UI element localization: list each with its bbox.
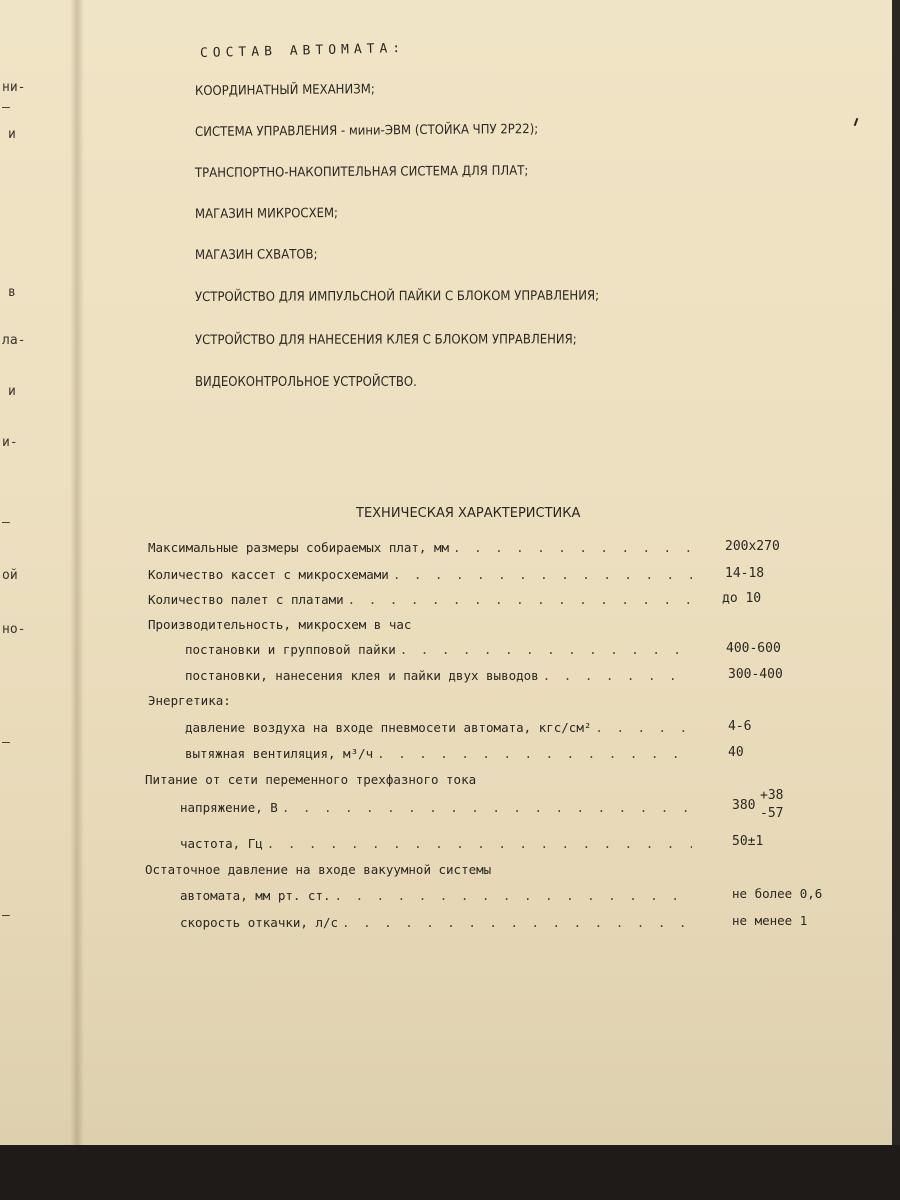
spec-label: напряжение, В — [180, 800, 278, 815]
voltage-tolerance-minus: -57 — [760, 806, 784, 821]
composition-item: УСТРОЙСТВО ДЛЯ ИМПУЛЬСНОЙ ПАЙКИ С БЛОКОМ УПРАВЛЕНИЯ; — [194, 288, 600, 305]
spec-label: постановки и групповой пайки — [185, 642, 396, 657]
leader-dots — [342, 915, 692, 930]
spec-row-board-size — [148, 540, 696, 555]
leader-dots — [335, 888, 692, 903]
spec-value-ventilation: 40 — [728, 745, 744, 760]
leader-dots — [453, 540, 692, 555]
spec-value-pump-speed: не менее 1 — [732, 913, 808, 928]
leader-dots — [543, 668, 692, 683]
leader-dots — [377, 746, 692, 761]
prev-page-fragment: ла- — [2, 333, 26, 348]
background-surface — [0, 1145, 900, 1200]
leader-dots — [282, 800, 692, 815]
spec-label: Количество кассет с микросхемами — [148, 567, 389, 582]
specs-title: ТЕХНИЧЕСКАЯ ХАРАКТЕРИСТИКА — [356, 506, 581, 521]
spec-row-pallets — [148, 592, 696, 607]
spec-value-cassettes: 14-18 — [725, 566, 765, 581]
ink-mark — [854, 118, 859, 126]
spec-value-vacuum-pressure: не более 0,6 — [732, 886, 823, 901]
prev-page-fragment: и- — [2, 435, 18, 450]
spec-label: давление воздуха на входе пневмосети автомата, кгс/см² — [185, 720, 592, 735]
prev-page-fragment: ой — [2, 568, 18, 583]
spec-row-voltage — [180, 800, 696, 815]
leader-dots — [348, 592, 692, 607]
composition-item: МАГАЗИН СХВАТОВ; — [194, 247, 318, 263]
spec-value-pallets: до 10 — [722, 591, 762, 606]
prev-page-fragment: – — [2, 100, 10, 115]
prev-page-fragment: – — [2, 908, 10, 923]
spec-label: Максимальные размеры собираемых плат, мм — [148, 540, 450, 555]
spec-label: постановки, нанесения клея и пайки двух выводов — [185, 668, 539, 683]
prev-page-fragment: и — [8, 384, 16, 399]
composition-item: МАГАЗИН МИКРОСХЕМ; — [194, 206, 339, 222]
spec-label: вытяжная вентиляция, м³/ч — [185, 746, 374, 761]
prev-page-fragment: и — [8, 127, 16, 142]
spec-row-pump-speed — [180, 915, 696, 930]
spec-group-energy: Энергетика: — [148, 693, 231, 708]
prev-page-fragment: ни- — [2, 80, 26, 95]
prev-page-fragment: – — [2, 515, 10, 530]
spec-row-glue-soldering — [185, 668, 696, 683]
spec-label: скорость откачки, л/с — [180, 915, 339, 930]
composition-item: ВИДЕОКОНТРОЛЬНОЕ УСТРОЙСТВО. — [195, 375, 417, 390]
spec-group-productivity: Производительность, микросхем в час — [148, 617, 412, 632]
leader-dots — [400, 642, 692, 657]
composition-item: КООРДИНАТНЫЙ МЕХАНИЗМ; — [194, 82, 375, 99]
leader-dots — [267, 836, 692, 851]
leader-dots — [393, 567, 692, 582]
voltage-tolerance-plus: +38 — [760, 788, 784, 803]
spec-label: автомата, мм рт. ст. — [180, 888, 331, 903]
composition-item: СИСТЕМА УПРАВЛЕНИЯ - мини-ЭВМ (СТОЙКА ЧПУ 2Р22); — [194, 122, 539, 140]
spec-value-group-soldering: 400-600 — [726, 641, 781, 656]
spec-value-board-size: 200х270 — [725, 539, 780, 554]
spec-row-air-pressure — [185, 720, 696, 735]
previous-page-edge — [0, 0, 70, 1145]
spec-value-voltage: 380 — [732, 798, 756, 813]
spec-value-glue-soldering: 300-400 — [728, 667, 783, 682]
composition-item: ТРАНСПОРТНО-НАКОПИТЕЛЬНАЯ СИСТЕМА ДЛЯ ПЛАТ; — [194, 163, 529, 181]
spec-row-frequency — [180, 836, 696, 851]
prev-page-fragment: – — [2, 735, 10, 750]
spec-row-group-soldering — [185, 642, 696, 657]
composition-item: УСТРОЙСТВО ДЛЯ НАНЕСЕНИЯ КЛЕЯ С БЛОКОМ УПРАВЛЕНИЯ; — [194, 332, 577, 348]
spec-row-ventilation — [185, 746, 696, 761]
spec-label: Количество палет с платами — [148, 592, 344, 607]
spec-row-vacuum-pressure — [180, 888, 696, 903]
spec-label: частота, Гц — [180, 836, 263, 851]
leader-dots — [595, 720, 692, 735]
composition-heading: СОСТАВ АВТОМАТА: — [199, 40, 406, 61]
page-fold-shadow — [70, 0, 84, 1145]
spec-group-vacuum: Остаточное давление на входе вакуумной системы — [145, 862, 492, 877]
spec-row-cassettes — [148, 567, 696, 582]
spec-group-power: Питание от сети переменного трехфазного тока — [145, 772, 477, 787]
prev-page-fragment: в — [8, 285, 16, 300]
spec-value-air-pressure: 4-6 — [728, 719, 752, 734]
spec-value-frequency: 50±1 — [732, 834, 764, 849]
prev-page-fragment: но- — [2, 622, 26, 637]
